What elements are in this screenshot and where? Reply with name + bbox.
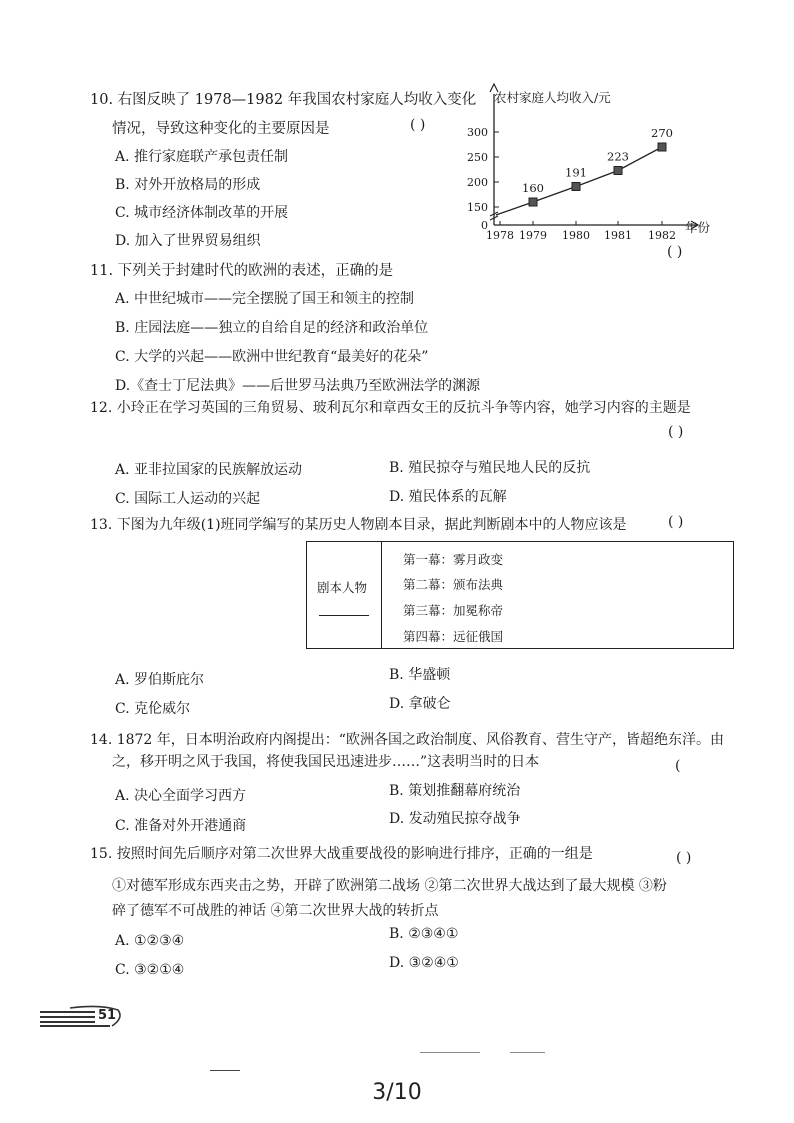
q15-stem: 15. 按照时间先后顺序对第二次世界大战重要战役的影响进行排序，正确的一组是	[90, 846, 593, 862]
q13-option-d: D. 拿破仑	[389, 696, 451, 712]
q12-answer-paren: ( )	[668, 424, 684, 440]
q15-answer-paren: ( )	[676, 850, 692, 866]
page-indicator: 3/10	[372, 1080, 422, 1105]
x-tick-label: 1979	[519, 229, 547, 242]
q12-option-c: C. 国际工人运动的兴起	[115, 491, 261, 507]
q15-line2: ①对德军形成东西夹击之势，开辟了欧洲第二战场 ②第二次世界大战达到了最大规模 ③粉	[112, 878, 667, 894]
y-tick-label: 150	[467, 201, 488, 214]
q15-line3: 碎了德军不可战胜的神话 ④第二次世界大战的转折点	[112, 903, 439, 919]
q10-option-c: C. 城市经济体制改革的开展	[115, 205, 289, 221]
q13-option-b: B. 华盛顿	[389, 667, 451, 683]
x-tick-label: 1980	[562, 229, 590, 242]
scan-mark	[420, 1052, 480, 1053]
data-label: 191	[565, 165, 587, 180]
table-divider	[381, 542, 382, 648]
blank-line	[319, 615, 369, 616]
q11-stem: 11. 下列关于封建时代的欧洲的表述，正确的是	[90, 263, 394, 279]
q14-option-a: A. 决心全面学习西方	[115, 788, 247, 804]
q10-option-b: B. 对外开放格局的形成	[115, 177, 261, 193]
y-tick-label: 300	[467, 126, 488, 139]
act-2: 第二幕：颁布法典	[403, 577, 504, 592]
chart-xlabel: 年份	[685, 220, 711, 235]
q10-option-a: A. 推行家庭联产承包责任制	[115, 149, 289, 165]
act-1: 第一幕：雾月政变	[403, 552, 504, 567]
q13-option-c: C. 克伦威尔	[115, 701, 191, 717]
q14-line1: 14. 1872 年，日本明治政府内阁提出：“欧洲各国之政治制度、风俗教育、营生守产，皆超绝东洋。由	[90, 732, 724, 748]
data-point	[529, 198, 537, 206]
q11-option-b: B. 庄园法庭——独立的自给自足的经济和政治单位	[115, 320, 429, 336]
q14-answer-paren: (	[675, 758, 681, 774]
scan-mark	[210, 1070, 240, 1071]
data-point	[572, 183, 580, 191]
q14-line2: 之，移开明之风于我国，将使我国民迅速进步……”这表明当时的日本	[112, 754, 540, 770]
script-table	[306, 541, 734, 649]
q10-line1: 10. 右图反映了 1978—1982 年我国农村家庭人均收入变化	[90, 92, 477, 108]
q15-option-b: B. ②③④①	[389, 926, 459, 942]
q10-answer-paren: ( )	[410, 117, 426, 133]
y-tick-label: 250	[467, 151, 488, 164]
series-line	[496, 147, 662, 215]
q10-option-d: D. 加入了世界贸易组织	[115, 233, 261, 249]
table-label: 剧本人物	[317, 580, 368, 595]
q11-option-c: C. 大学的兴起——欧洲中世纪教育“最美好的花朵”	[115, 349, 429, 365]
book-page-badge	[40, 1004, 160, 1030]
data-label: 223	[607, 149, 629, 164]
y-tick-label: 200	[467, 176, 488, 189]
scan-mark	[510, 1052, 545, 1053]
q11-option-a: A. 中世纪城市——完全摆脱了国王和领主的控制	[115, 291, 415, 307]
data-label: 270	[651, 126, 673, 140]
q15-option-d: D. ③②④①	[389, 955, 459, 971]
q13-option-a: A. 罗伯斯庇尔	[115, 672, 205, 688]
chart-axes	[467, 84, 698, 242]
rural-income-line-chart	[440, 82, 720, 247]
q12-option-a: A. 亚非拉国家的民族解放运动	[115, 462, 303, 478]
x-tick-label: 1982	[648, 229, 676, 242]
q15-option-a: A. ①②③④	[115, 933, 185, 949]
act-3: 第三幕：加冕称帝	[403, 603, 504, 618]
data-label: 160	[522, 181, 544, 195]
q13-answer-paren: ( )	[668, 514, 684, 530]
q12-option-d: D. 殖民体系的瓦解	[389, 489, 507, 505]
y-tick-label: 0	[481, 219, 488, 232]
x-tick-label: 1981	[604, 229, 632, 242]
q11-answer-paren: ( )	[667, 244, 683, 260]
book-page-number: 51	[98, 1008, 117, 1023]
act-4: 第四幕：远征俄国	[403, 629, 504, 644]
q15-option-c: C. ③②①④	[115, 962, 185, 978]
q14-option-b: B. 策划推翻幕府统治	[389, 783, 521, 799]
chart-ylabel: 农村家庭人均收入/元	[494, 90, 611, 105]
data-point	[658, 143, 666, 151]
q14-option-c: C. 准备对外开港通商	[115, 818, 247, 834]
chart-marks	[496, 126, 673, 215]
q10-line2: 情况，导致这种变化的主要原因是	[112, 121, 330, 137]
q14-option-d: D. 发动殖民掠夺战争	[389, 811, 521, 827]
q12-option-b: B. 殖民掠夺与殖民地人民的反抗	[389, 460, 591, 476]
q13-stem: 13. 下图为九年级(1)班同学编写的某历史人物剧本目录，据此判断剧本中的人物应该是	[90, 517, 627, 533]
q12-stem: 12. 小玲正在学习英国的三角贸易、玻利瓦尔和章西女王的反抗斗争等内容，她学习内容的主题是	[90, 400, 691, 416]
q11-option-d: D.《查士丁尼法典》——后世罗马法典乃至欧洲法学的渊源	[115, 378, 481, 394]
x-tick-label: 1978	[486, 229, 514, 242]
data-point	[614, 167, 622, 175]
